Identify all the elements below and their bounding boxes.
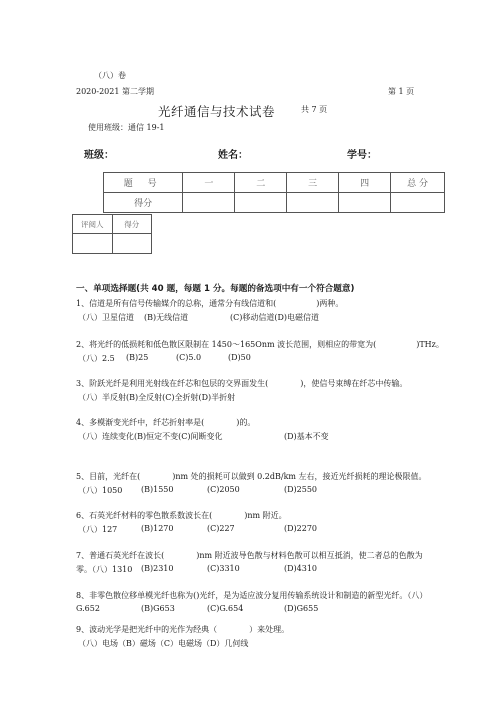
section-title: 一、单项选择题(共 40 题，每题 1 分。每题的备选项中有一个符合题意): [76, 284, 355, 294]
option: (B)无线信道: [144, 313, 189, 322]
question-2: 2、将光纤的低损耗和低色散区限制在 1450～165Onm 波长范围，则相应的带宽为( )THz。: [76, 340, 444, 349]
option: (C)5.0: [176, 353, 202, 362]
question-9: 9、波动光学是把光纤中的光作为经典（ ）来处理。: [76, 625, 290, 634]
question-7: 7、普通石英光纤在波长( )nm 附近波导色散与材料色散可以相互抵消，使二者总的色散为: [76, 551, 423, 560]
question-3: 3、阶跃光纤是利用光射线在纤芯和包层的交界面发生( )，使信号束缚在纤芯中传输。: [76, 379, 408, 388]
score-cell[interactable]: [235, 193, 287, 213]
question-5: 5、目前，光纤在( )nm 处的损耗可以做到 0.2dB/km 左右，接近光纤损耗的理论极限值。: [76, 472, 427, 481]
question-8-continued: G.652: [76, 604, 100, 613]
class-field-label: 班级：: [84, 150, 114, 161]
option: （八）1050: [78, 486, 123, 495]
option: (D)基本不变: [284, 432, 329, 441]
option: (B)1270: [141, 524, 174, 533]
option: (C)G.654: [207, 604, 244, 613]
score-table: [103, 172, 445, 213]
reviewer-score-cell[interactable]: [112, 234, 152, 254]
reviewer-table: [72, 214, 152, 254]
question-1: 1、信道是所有信号传输媒介的总称，通常分有线信道和( )两种。: [76, 299, 344, 308]
option: (B)25: [126, 353, 149, 362]
option: (B)G653: [141, 604, 175, 613]
score-row-label: 得分: [104, 193, 183, 213]
score-header-cell: 三: [287, 173, 339, 193]
option: (C)2050: [207, 485, 240, 494]
option: （八）2.5: [78, 354, 115, 363]
total-pages: 共 7 页: [301, 105, 328, 114]
score-cell[interactable]: [391, 193, 445, 213]
question-8: 8、非零色散位移单模光纤也称为()光纤，是为适应波分复用传输系统设计和制造的新型光纤。（八）: [76, 591, 428, 600]
option: (C)227: [207, 524, 235, 533]
option: (B)2310: [141, 564, 174, 573]
option: (B)1550: [141, 485, 174, 494]
reviewer-label: 评阅人: [73, 215, 113, 234]
reviewer-score-label: 得分: [112, 215, 152, 234]
question-7-continued: 零。（八）1310: [76, 565, 133, 574]
student-id-field-label: 学号：: [347, 150, 377, 161]
class-used: 使用班级：通信 19-1: [88, 123, 165, 132]
option: (C)3310: [207, 564, 240, 573]
score-header-cell: 二: [235, 173, 287, 193]
reviewer-cell[interactable]: [73, 234, 113, 254]
question-4: 4、多模渐变光纤中，纤芯折射率是( )的。: [76, 418, 256, 427]
page-number: 第 1 页: [388, 87, 415, 96]
option: （八）电场（B）磁场（C）电磁场（D）几何线: [78, 639, 249, 648]
paper-label: （八）卷: [94, 71, 126, 80]
question-6: 6、石英光纤材料的零色散系数波长在( )nm 附近。: [76, 511, 287, 520]
exam-title: 光纤通信与技术试卷: [158, 104, 276, 119]
name-field-label: 姓名：: [218, 150, 248, 161]
score-cell[interactable]: [183, 193, 235, 213]
option: (D)G655: [284, 604, 319, 613]
option: (D)2270: [284, 524, 318, 533]
option: （八）卫星信道: [78, 313, 134, 322]
score-cell[interactable]: [339, 193, 391, 213]
option: (D)50: [228, 353, 251, 362]
score-header-cell: 题 号: [104, 173, 183, 193]
option: (D)4310: [284, 564, 318, 573]
score-cell[interactable]: [287, 193, 339, 213]
score-header-cell: 一: [183, 173, 235, 193]
option: (C)移动信道(D)电磁信道: [230, 313, 320, 322]
option: （八）127: [78, 525, 118, 534]
score-header-cell: 总 分: [391, 173, 445, 193]
score-header-cell: 四: [339, 173, 391, 193]
term-label: 2020-2021 第二学期: [76, 87, 154, 96]
option: (D)2550: [284, 485, 318, 494]
option: （八）半反射(B)全反射(C)全折射(D)半折射: [78, 393, 236, 402]
option: （八）连续变化(B)恒定不变(C)间断变化: [78, 432, 223, 441]
